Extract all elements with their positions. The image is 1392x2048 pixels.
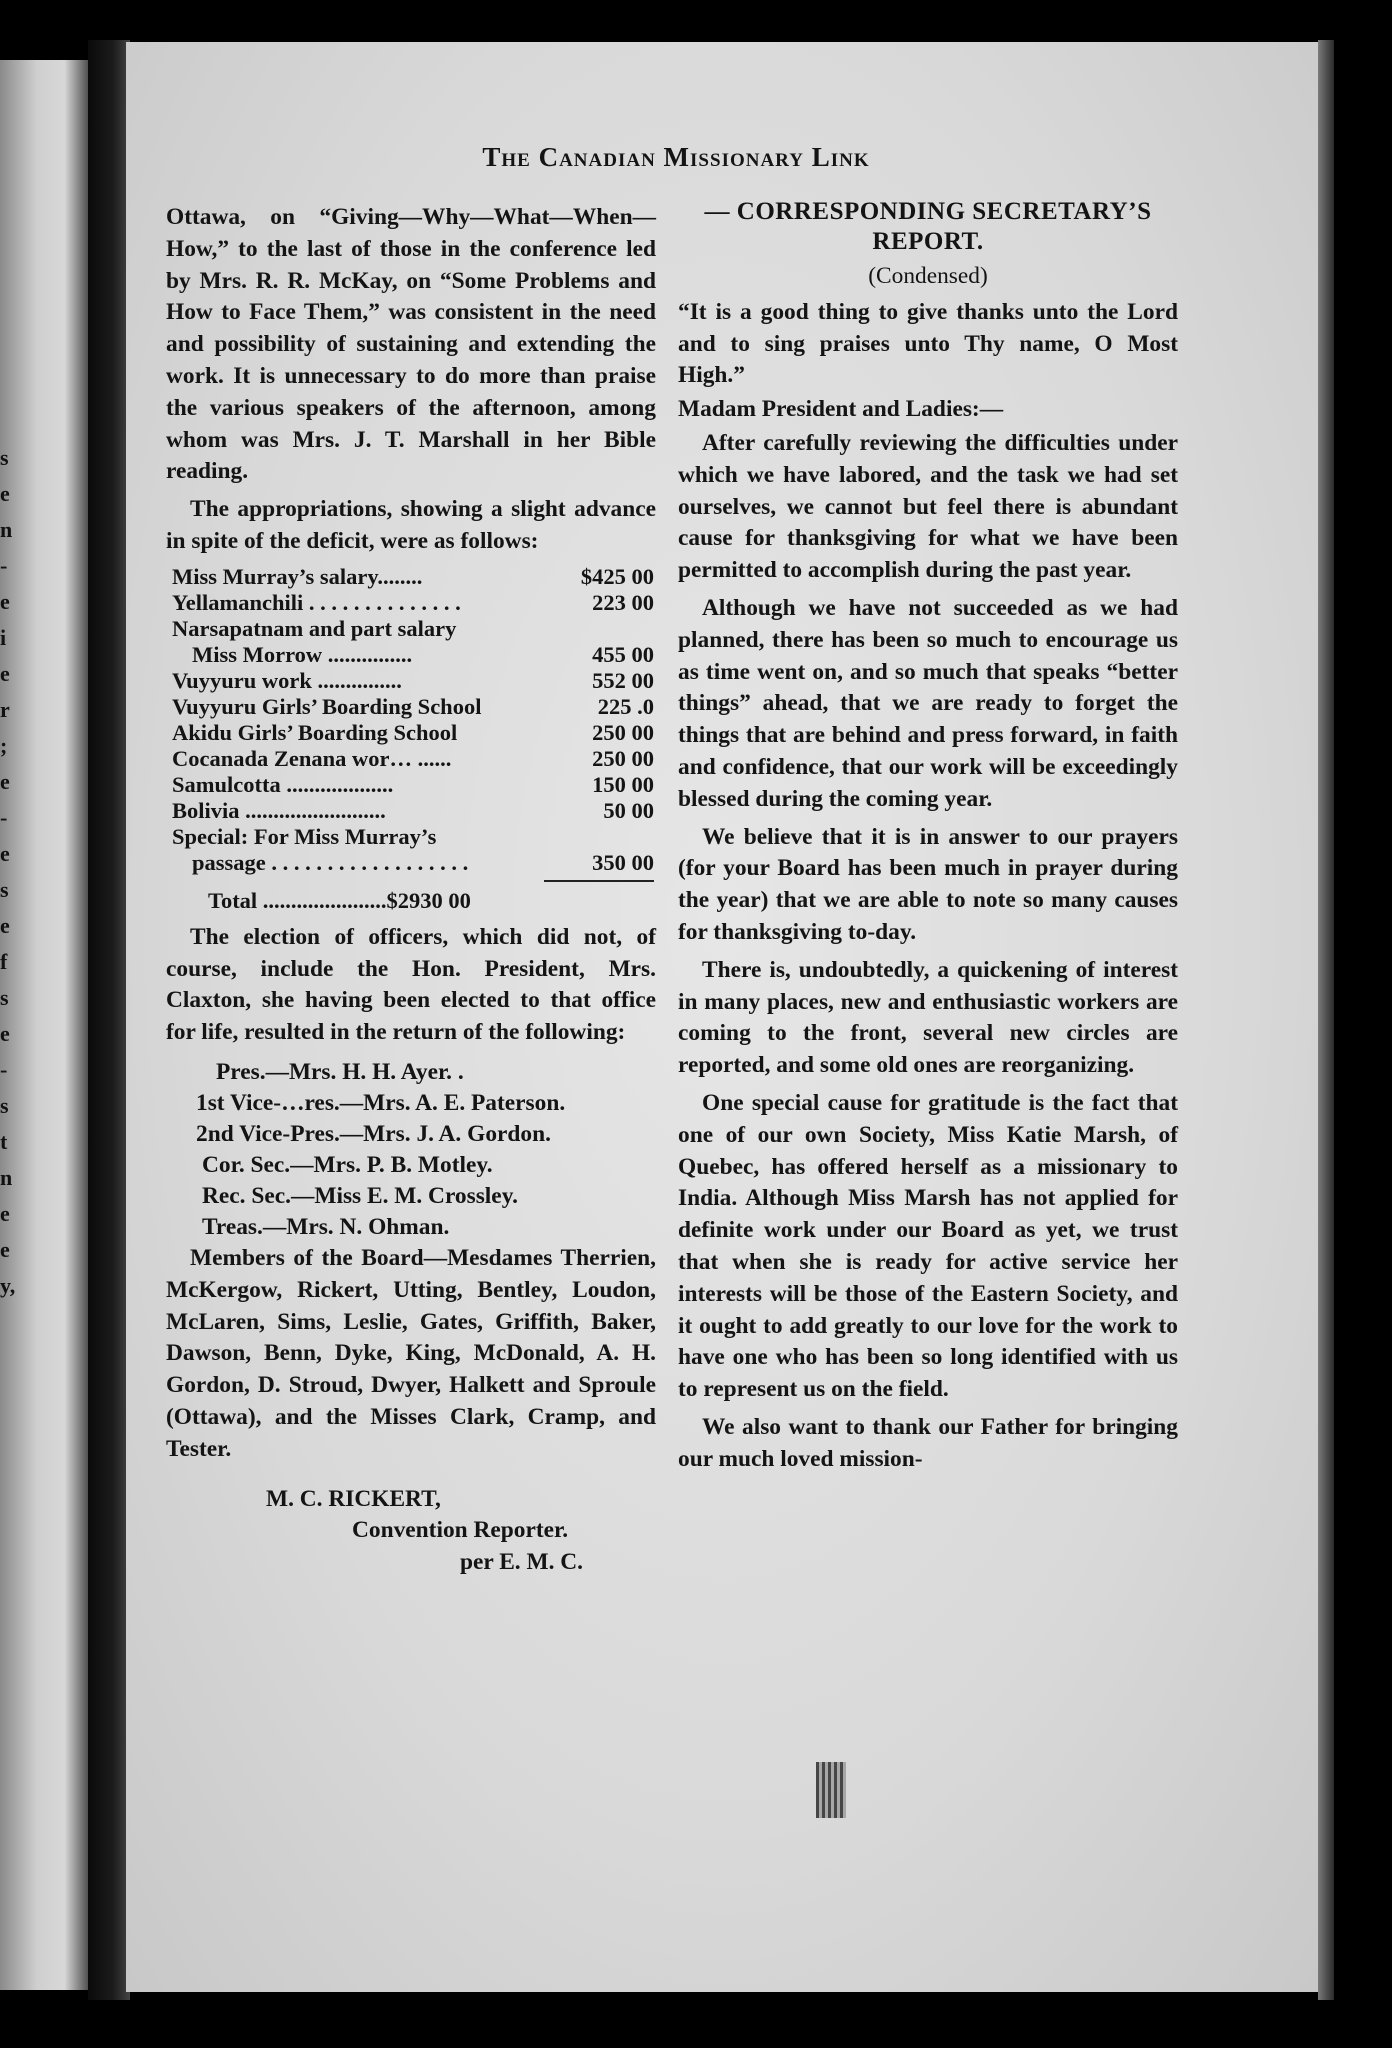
- margin-fragment: i: [0, 625, 7, 650]
- margin-fragment: s: [0, 1093, 9, 1118]
- appropriation-amount: 250 00: [592, 745, 654, 771]
- appropriations-table: [172, 564, 654, 914]
- officer-entry: 1st Vice-…res.—Mrs. A. E. Paterson.: [196, 1089, 566, 1116]
- signature-name: M. C. RICKERT,: [266, 1485, 441, 1512]
- election-paragraph: The election of officers, which did not, of course, include the Hon. President, Mrs. Claxton, she having been elected to that office for life, resulted in the return of the following:: [166, 923, 656, 1046]
- appropriation-row: [172, 616, 654, 642]
- appropriation-label: Bolivia .........................: [172, 797, 386, 823]
- adjacent-page-edge: [0, 60, 92, 1990]
- margin-fragment: r: [0, 697, 10, 722]
- report-paragraph: We also want to thank our Father for bringing our much loved mission-: [678, 1413, 1178, 1472]
- intro-paragraph: Ottawa, on “Giving—Why—What—When—How,” to the last of those in the conference led by Mrs. R. R. McKay, on “Some Problems and How to Face Them,” was consistent in the need and possibility of sustaining and extending the work. It is unnecessary to do more than praise the various speakers of the afternoon, among whom was Mrs. J. T. Marshall in her Bible reading.: [166, 204, 656, 485]
- appropriation-label: Special: For Miss Murray’s: [172, 823, 437, 849]
- margin-fragment: s: [0, 445, 9, 470]
- running-head: The Canadian Missionary Link: [482, 142, 870, 172]
- margin-fragment: e: [0, 661, 10, 686]
- appropriation-label: Narsapatnam and part salary: [172, 615, 457, 641]
- margin-fragment: n: [0, 1165, 13, 1190]
- appropriation-row: [172, 720, 654, 746]
- margin-fragment: t: [0, 1129, 8, 1154]
- officer-entry: 2nd Vice-Pres.—Mrs. J. A. Gordon.: [196, 1120, 551, 1147]
- margin-fragment: s: [0, 985, 9, 1010]
- appropriation-row: [172, 798, 654, 824]
- opening-quote: “It is a good thing to give thanks unto the Lord and to sing praises unto Thy name, O Most High.”: [678, 298, 1178, 389]
- appropriation-row: [172, 824, 654, 850]
- appropriation-label: Vuyyuru Girls’ Boarding School: [172, 693, 482, 719]
- signature-title: Convention Reporter.: [352, 1517, 569, 1544]
- appropriation-amount: 50 00: [603, 797, 654, 823]
- margin-fragment: e: [0, 841, 10, 866]
- appropriation-amount: 250 00: [592, 719, 654, 745]
- total-rule: [544, 880, 654, 882]
- report-paragraph: There is, undoubtedly, a quickening of interest in many places, new and enthusiastic workers are coming to the front, several new circles are reported, and some old ones are reorganizing.: [678, 956, 1178, 1079]
- appropriation-amount: 455 00: [592, 641, 654, 667]
- margin-fragment: -: [0, 553, 8, 578]
- appropriation-amount: 223 00: [592, 589, 654, 615]
- report-title: — CORRESPONDING SECRETARY’S REPORT.: [704, 198, 1152, 255]
- margin-fragment: e: [0, 913, 10, 938]
- appropriation-row: [172, 668, 654, 694]
- margin-fragment: e: [0, 769, 10, 794]
- adjacent-page-text-fragments: [0, 440, 14, 1304]
- magazine-page: [126, 42, 1318, 1992]
- appropriation-row: [172, 642, 654, 668]
- appropriation-amount: $425 00: [580, 563, 654, 589]
- left-column: [166, 202, 656, 1579]
- page-right-edge: [1318, 40, 1334, 2000]
- officer-entry: Cor. Sec.—Mrs. P. B. Motley.: [202, 1151, 493, 1178]
- ink-smudge: [816, 1762, 846, 1818]
- margin-fragment: s: [0, 877, 9, 902]
- margin-fragment: y,: [0, 1273, 16, 1298]
- officers-list: [196, 1057, 656, 1243]
- appropriation-row: [172, 694, 654, 720]
- report-paragraph: One special cause for gratitude is the fact that one of our own Society, Miss Katie Marsh, of Quebec, has offered herself as a missionary to India. Although Miss Marsh has not applied for definite work under our Board as yet, we trust that when she is ready for active service her interests will be those of the Eastern Society, and it ought to add greatly to our love for the work to have one who has been so long identified with us to represent us on the field.: [678, 1089, 1178, 1403]
- appropriation-label: Cocanada Zenana wor… ......: [172, 745, 452, 771]
- appropriations-total: Total ......................$2930 00: [208, 887, 471, 913]
- appropriations-paragraph: The appropriations, showing a slight advance in spite of the deficit, were as follows:: [166, 496, 656, 554]
- report-paragraph: We believe that it is in answer to our prayers (for your Board has been much in prayer during the year) that we are able to note so many causes for thanksgiving to-day.: [678, 823, 1178, 945]
- report-paragraph: Although we have not succeeded as we had planned, there has been so much to encourage us as time went on, and so much that speaks “better things” ahead, that we are ready to forget the things that are behind and press forward, in faith and confidence, that our work will be exceedingly blessed during the coming year.: [678, 594, 1178, 812]
- officer-entry: Pres.—Mrs. H. H. Ayer. .: [216, 1058, 464, 1085]
- margin-fragment: e: [0, 1021, 10, 1046]
- margin-fragment: e: [0, 481, 10, 506]
- appropriation-row: [172, 590, 654, 616]
- appropriation-label: Miss Murray’s salary........: [172, 563, 423, 589]
- salutation: Madam President and Ladies:—: [678, 396, 1004, 423]
- appropriation-amount: [564, 824, 654, 850]
- book-gutter: [88, 40, 130, 2000]
- margin-fragment: -: [0, 805, 8, 830]
- appropriation-row: [172, 772, 654, 798]
- appropriation-amount: 225 .0: [597, 693, 654, 719]
- signature-per: per E. M. C.: [460, 1549, 584, 1576]
- appropriation-label: Yellamanchili . . . . . . . . . . . . . .: [172, 589, 461, 615]
- signature-block: [166, 1484, 656, 1579]
- appropriation-label: passage . . . . . . . . . . . . . . . . . .: [192, 849, 469, 875]
- right-column: [678, 197, 1178, 1481]
- appropriation-amount: 552 00: [592, 667, 654, 693]
- report-paragraph: After carefully reviewing the difficulties under which we have labored, and the task we had set ourselves, we cannot but feel there is abundant cause for thanksgiving for what we have been permitted to accomplish during the past year.: [678, 429, 1178, 584]
- margin-fragment: f: [0, 949, 8, 974]
- margin-fragment: e: [0, 589, 10, 614]
- margin-fragment: n: [0, 517, 13, 542]
- appropriation-label: Miss Morrow ...............: [192, 641, 413, 667]
- appropriation-row: [172, 564, 654, 590]
- appropriation-label: Vuyyuru work ...............: [172, 667, 402, 693]
- appropriation-label: Akidu Girls’ Boarding School: [172, 719, 458, 745]
- margin-fragment: e: [0, 1237, 10, 1262]
- appropriation-amount: 150 00: [592, 771, 654, 797]
- margin-fragment: e: [0, 1201, 10, 1226]
- appropriation-row: [172, 850, 654, 876]
- appropriation-label: Samulcotta ...................: [172, 771, 394, 797]
- board-members-paragraph: Members of the Board—Mesdames Therrien, McKergow, Rickert, Utting, Bentley, Loudon, McLaren, Sims, Leslie, Gates, Griffith, Baker, Dawson, Benn, Dyke, King, McDonald, A. H. Gordon, D. Stroud, Dwyer, Halkett and Sproule (Ottawa), and the Misses Clark, Cramp, and Tester.: [166, 1244, 656, 1462]
- margin-fragment: ;: [0, 733, 8, 758]
- report-subtitle: (Condensed): [868, 263, 988, 289]
- officer-entry: Treas.—Mrs. N. Ohman.: [202, 1213, 450, 1240]
- appropriation-amount: 350 00: [592, 849, 654, 875]
- appropriation-row: [172, 746, 654, 772]
- margin-fragment: -: [0, 1057, 8, 1082]
- officer-entry: Rec. Sec.—Miss E. M. Crossley.: [202, 1182, 518, 1209]
- appropriation-amount: [564, 616, 654, 642]
